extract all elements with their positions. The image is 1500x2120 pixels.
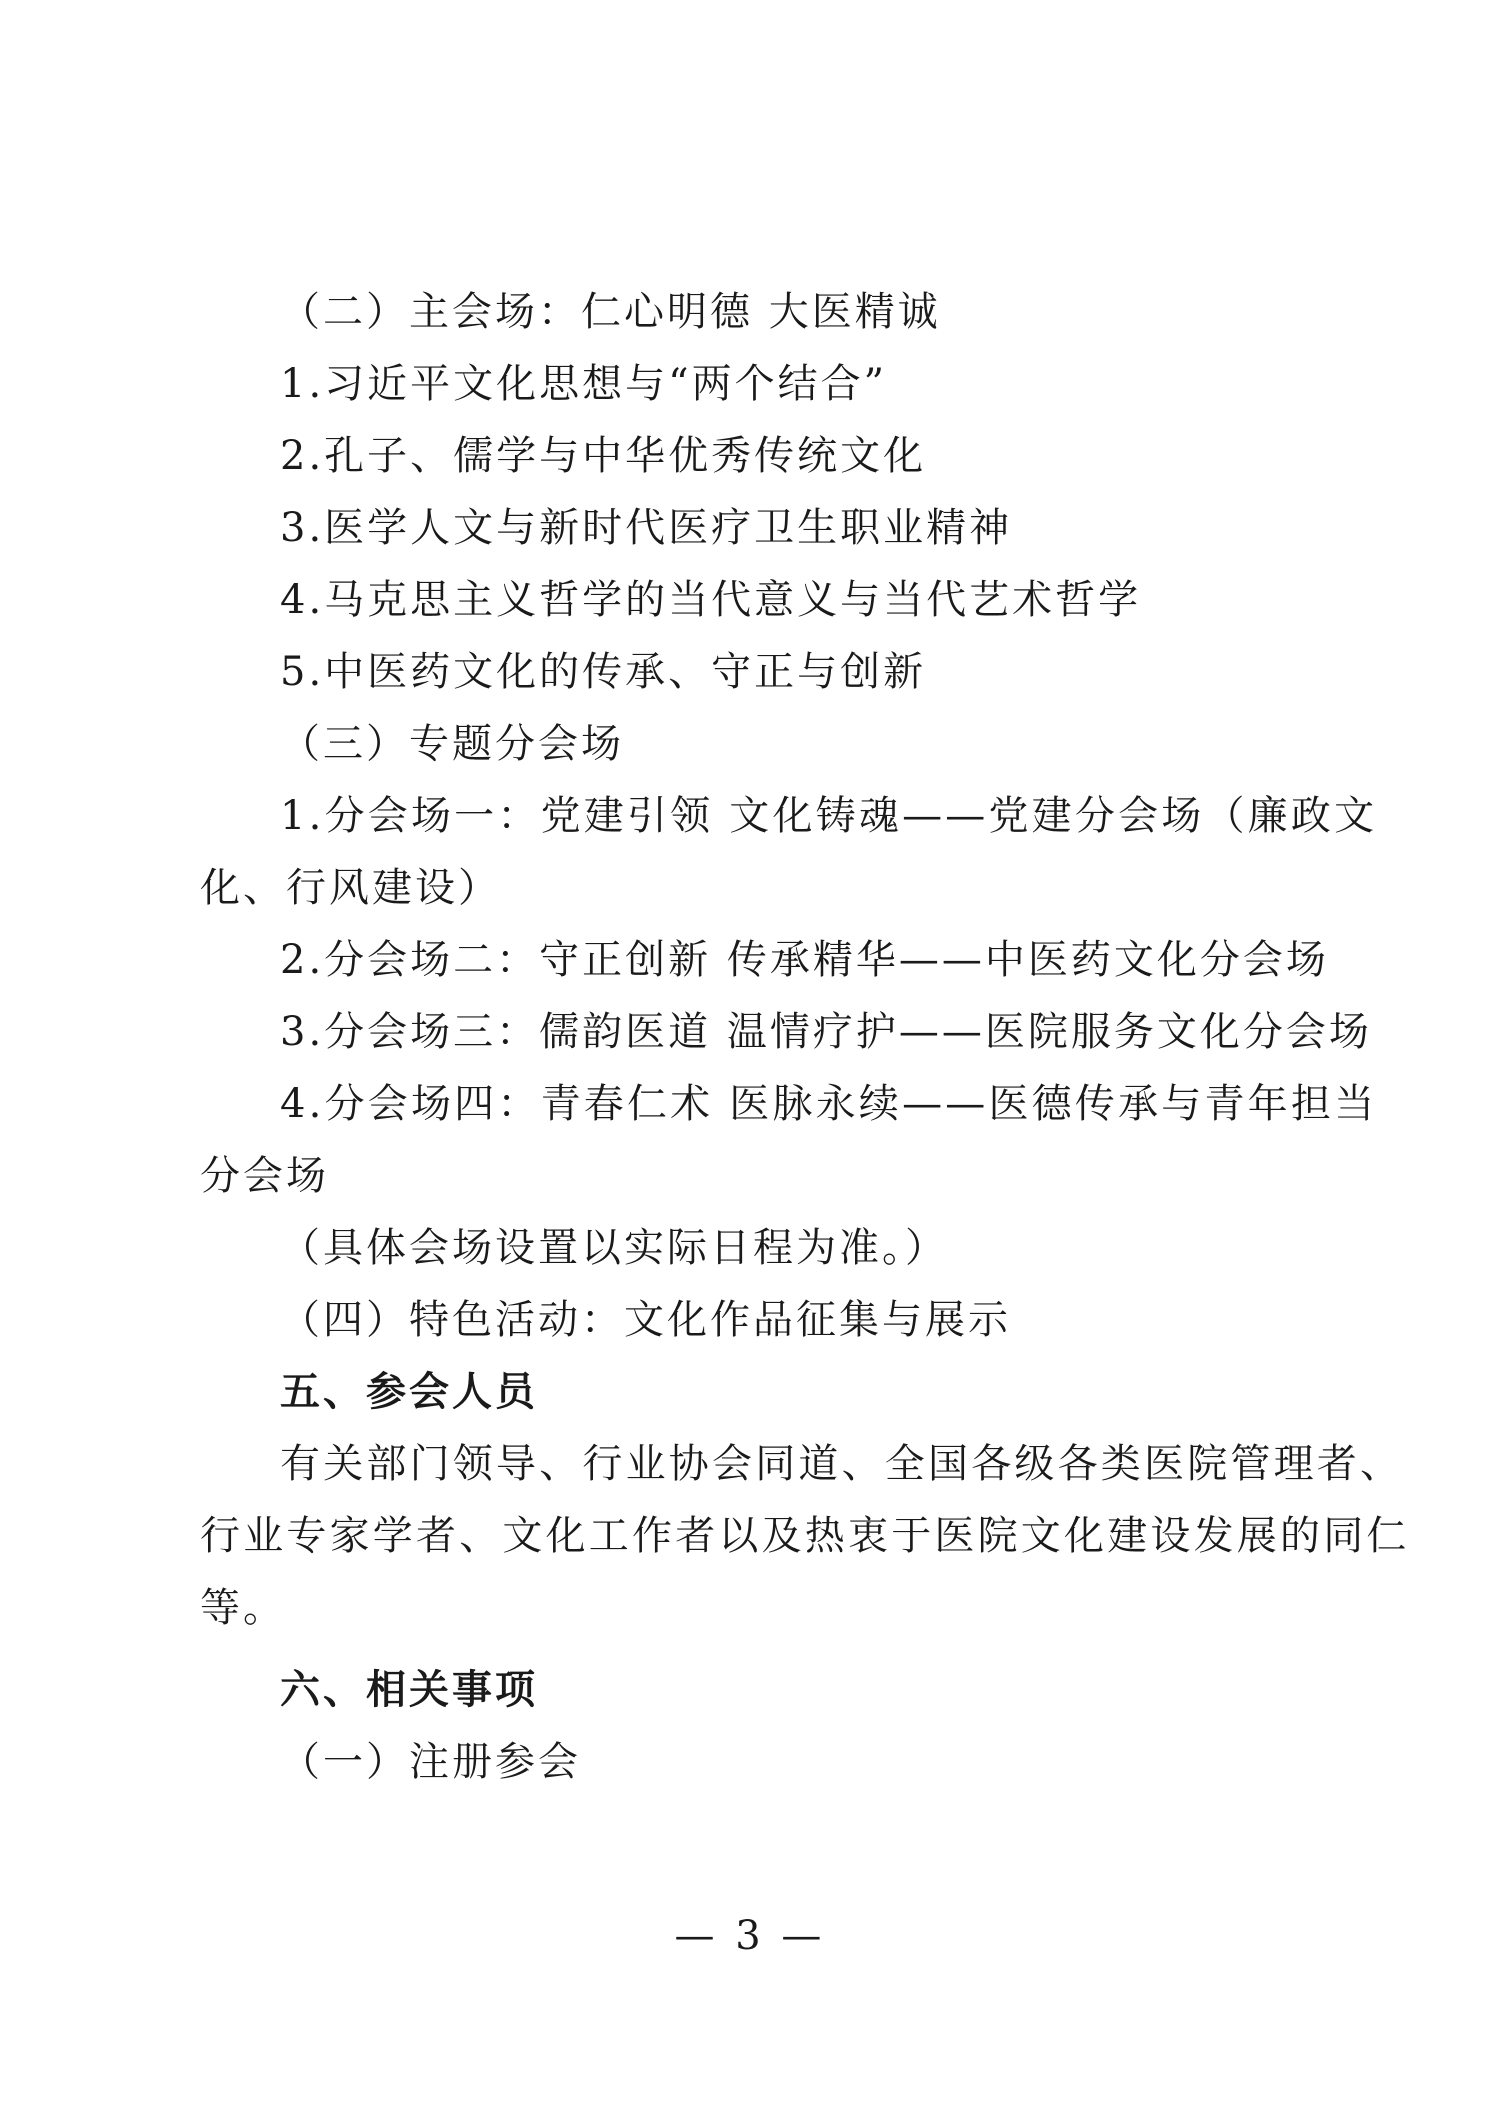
registration-heading: （一）注册参会 [280, 1739, 581, 1785]
sub-venue-3: 3.分会场三：儒韵医道 温情疗护——医院服务文化分会场 [280, 1009, 1372, 1055]
venue-note: （具体会场设置以实际日程为准。） [280, 1225, 948, 1271]
attendees-paragraph-line-3: 等。 [200, 1585, 286, 1631]
sub-venue-1-continued: 化、行风建设） [200, 865, 501, 911]
special-activity-heading: （四）特色活动：文化作品征集与展示 [280, 1297, 1011, 1343]
sub-venue-4: 4.分会场四：青春仁术 医脉永续——医德传承与青年担当 [280, 1081, 1378, 1127]
sub-venue-1: 1.分会场一：党建引领 文化铸魂——党建分会场（廉政文 [280, 793, 1378, 839]
attendees-paragraph-line-1: 有关部门领导、行业协会同道、全国各级各类医院管理者、 [280, 1441, 1404, 1487]
page-number: — 3 — [674, 1913, 826, 1959]
sub-venue-2: 2.分会场二：守正创新 传承精华——中医药文化分会场 [280, 937, 1329, 983]
scan-mark [870, 0, 930, 6]
section-6-heading: 六、相关事项 [280, 1667, 538, 1713]
main-venue-topic-1: 1.习近平文化思想与“两个结合” [280, 361, 888, 407]
section-5-heading: 五、参会人员 [280, 1369, 538, 1415]
main-venue-topic-2: 2.孔子、儒学与中华优秀传统文化 [280, 433, 927, 479]
main-venue-heading: （二）主会场：仁心明德 大医精诚 [280, 289, 941, 335]
main-venue-topic-4: 4.马克思主义哲学的当代意义与当代艺术哲学 [280, 577, 1142, 623]
sub-venue-heading: （三）专题分会场 [280, 721, 624, 767]
attendees-paragraph-line-2: 行业专家学者、文化工作者以及热衷于医院文化建设发展的同仁 [200, 1513, 1410, 1559]
sub-venue-4-continued: 分会场 [200, 1153, 329, 1199]
main-venue-topic-5: 5.中医药文化的传承、守正与创新 [280, 649, 927, 695]
main-venue-topic-3: 3.医学人文与新时代医疗卫生职业精神 [280, 505, 1013, 551]
